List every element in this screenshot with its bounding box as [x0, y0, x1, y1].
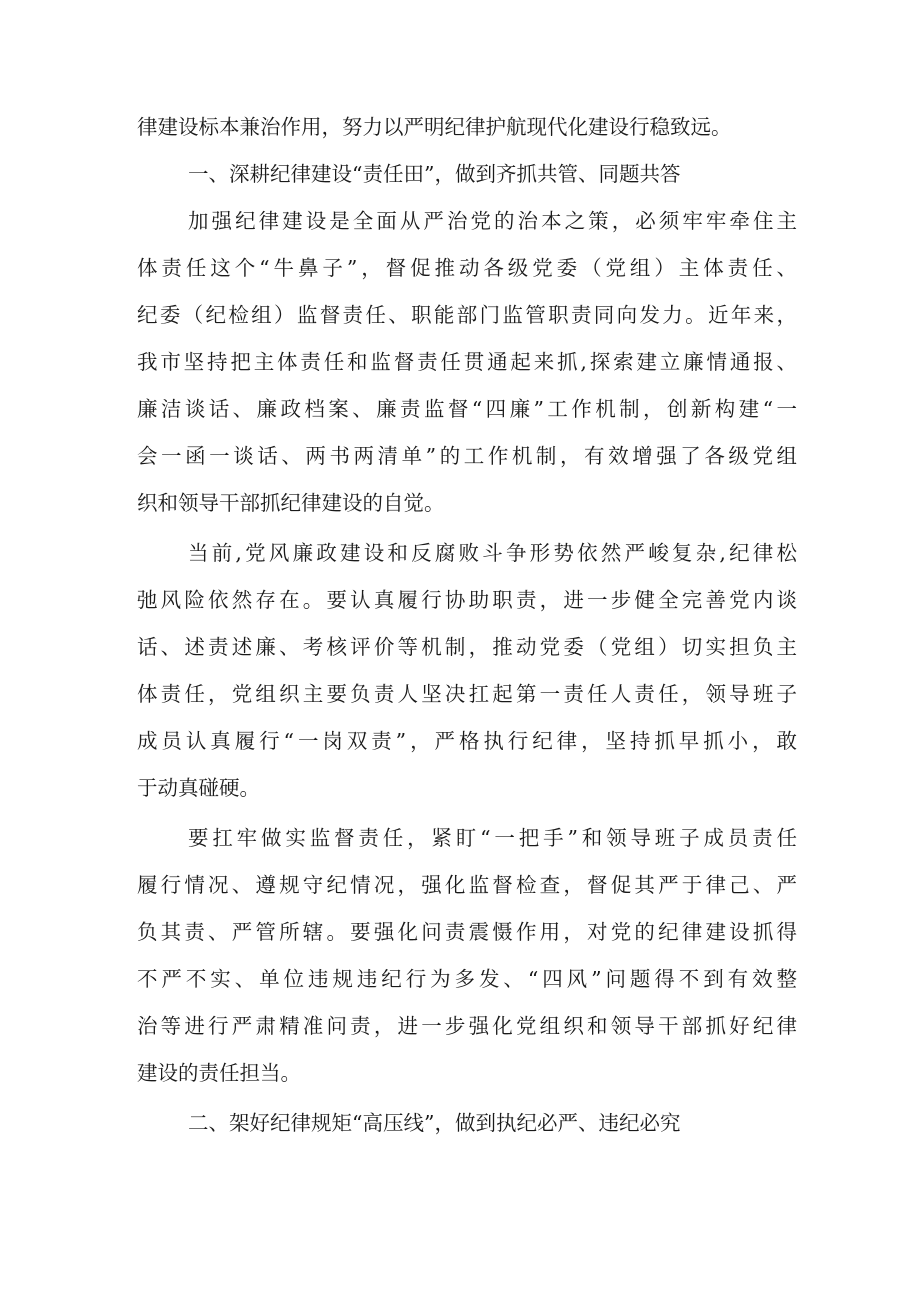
- paragraph-line: 纪委（纪检组）监督责任、职能部门监管职责同向发力。近年来，: [137, 303, 797, 327]
- paragraph-line: 不严不实、单位违规违纪行为多发、“四风”问题得不到有效整: [137, 967, 797, 991]
- paragraph-line: 治等进行严肃精准问责，进一步强化党组织和领导干部抓好纪律: [137, 1014, 797, 1038]
- paragraph-line: 会一函一谈话、两书两清单”的工作机制，有效增强了各级党组: [137, 444, 797, 468]
- paragraph-line: 我市坚持把主体责任和监督责任贯通起来抓,探索建立廉情通报、: [137, 350, 797, 374]
- paragraph-line: 履行情况、遵规守纪情况，强化监督检查，督促其严于律己、严: [137, 873, 797, 897]
- paragraph-line: 当前,党风廉政建设和反腐败斗争形势依然严峻复杂,纪律松: [188, 541, 797, 565]
- paragraph-line: 于动真碰硬。: [137, 776, 260, 800]
- paragraph-line: 话、述责述廉、考核评价等机制，推动党委（党组）切实担负主: [137, 635, 797, 659]
- section-heading-2: 二、架好纪律规矩“高压线”，做到执纪必严、违纪必究: [188, 1111, 681, 1135]
- paragraph-line: 弛风险依然存在。要认真履行协助职责，进一步健全完善党内谈: [137, 588, 797, 612]
- paragraph-line: 体责任这个“牛鼻子”，督促推动各级党委（党组）主体责任、: [137, 256, 797, 280]
- paragraph-continuation-line: 律建设标本兼治作用，努力以严明纪律护航现代化建设行稳致远。: [137, 115, 732, 139]
- paragraph-line: 织和领导干部抓纪律建设的自觉。: [137, 491, 445, 515]
- paragraph-line: 体责任，党组织主要负责人坚决扛起第一责任人责任，领导班子: [137, 682, 797, 706]
- paragraph-line: 加强纪律建设是全面从严治党的治本之策，必须牢牢牵住主: [188, 209, 797, 233]
- paragraph-line: 廉洁谈话、廉政档案、廉责监督“四廉”工作机制，创新构建“一: [137, 397, 797, 421]
- paragraph-line: 成员认真履行“一岗双责”，严格执行纪律，坚持抓早抓小，敢: [137, 729, 797, 753]
- section-heading-1: 一、深耕纪律建设“责任田”，做到齐抓共管、同题共答: [188, 162, 681, 186]
- paragraph-line: 要扛牢做实监督责任，紧盯“一把手”和领导班子成员责任: [188, 826, 797, 850]
- paragraph-line: 建设的责任担当。: [137, 1061, 301, 1085]
- paragraph-line: 负其责、严管所辖。要强化问责震慑作用，对党的纪律建设抓得: [137, 920, 797, 944]
- document-body: [137, 104, 797, 1147]
